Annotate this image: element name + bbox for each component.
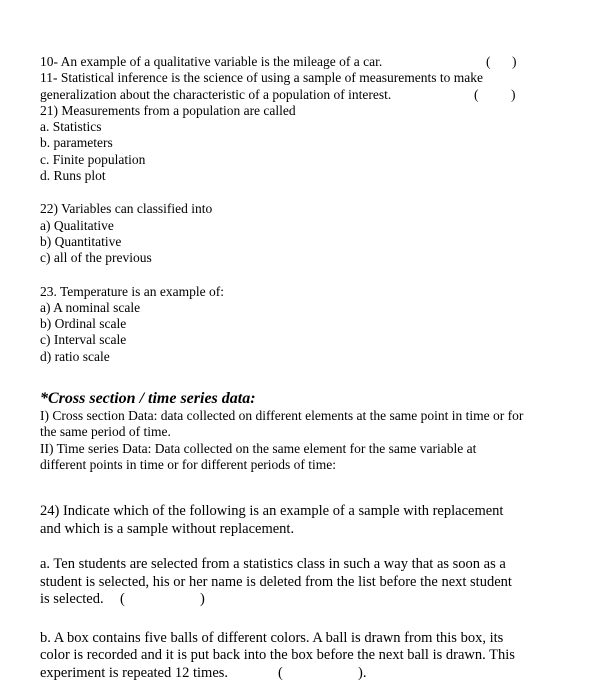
cross-section-item-2-line-2: different points in time or for different periods of time:	[40, 456, 337, 472]
question-22-option-c: c) all of the previous	[40, 250, 152, 266]
question-24-a-line-1: a. Ten students are selected from a statistics class in such a way that as soon as a	[40, 556, 506, 573]
question-24-b-line-1: b. A box contains five balls of different colors. A ball is drawn from this box, its	[40, 629, 504, 646]
question-22-option-b: b) Quantitative	[40, 233, 122, 249]
question-21-option-c: c. Finite population	[40, 151, 146, 167]
question-11-open-bracket: (	[474, 86, 479, 102]
question-11-line-1: 11- Statistical inference is the science of using a sample of measurements to make	[40, 70, 483, 86]
question-22-option-a: a) Qualitative	[40, 217, 114, 233]
question-23-option-a: a) A nominal scale	[40, 299, 141, 315]
question-24-a-close-bracket: )	[200, 591, 205, 608]
question-24-b-open-bracket: (	[278, 664, 283, 681]
question-22-stem: 22) Variables can classified into	[40, 201, 213, 217]
question-24-a-line-3: is selected.	[40, 591, 104, 608]
question-21-option-a: a. Statistics	[40, 119, 102, 135]
question-24-b-line-2: color is recorded and it is put back into the box before the next ball is drawn. This	[40, 647, 515, 664]
question-24-line-2: and which is a sample without replacement.	[40, 520, 295, 537]
question-11	[40, 87, 570, 103]
question-21-option-d: d. Runs plot	[40, 168, 106, 184]
question-23-option-b: b) Ordinal scale	[40, 316, 127, 332]
cross-section-item-2-line-1: II) Time series Data: Data collected on the same element for the same variable at	[40, 440, 477, 456]
question-10	[40, 54, 570, 70]
question-24-line-1: 24) Indicate which of the following is an example of a sample with replacement	[40, 503, 504, 520]
question-24-a-line-2: student is selected, his or her name is deleted from the list before the next student	[40, 573, 512, 590]
question-24-b-close-bracket: ).	[358, 664, 367, 681]
question-10-text: 10- An example of a qualitative variable is the mileage of a car.	[40, 54, 383, 69]
question-24-b-line-3: experiment is repeated 12 times.	[40, 664, 229, 681]
cross-section-title: *Cross section / time series data:	[40, 390, 256, 408]
question-24-a-open-bracket: (	[120, 591, 125, 608]
question-21-stem: 21) Measurements from a population are called	[40, 102, 296, 118]
question-23-stem: 23. Temperature is an example of:	[40, 283, 224, 299]
question-11-line-2: generalization about the characteristic of a population of interest.	[40, 86, 392, 102]
question-23-option-d: d) ratio scale	[40, 348, 110, 364]
document-page	[40, 54, 570, 682]
question-21-option-b: b. parameters	[40, 135, 113, 151]
question-11-close-bracket: )	[511, 86, 516, 102]
cross-section-item-1-line-1: I) Cross section Data: data collected on different elements at the same point in time or for	[40, 408, 524, 424]
question-24-b	[40, 665, 570, 683]
question-24-a	[40, 591, 570, 609]
question-23-option-c: c) Interval scale	[40, 332, 127, 348]
cross-section-item-1-line-2: the same period of time.	[40, 424, 171, 440]
question-10-close-bracket: )	[512, 54, 517, 69]
question-10-open-bracket: (	[486, 54, 491, 69]
